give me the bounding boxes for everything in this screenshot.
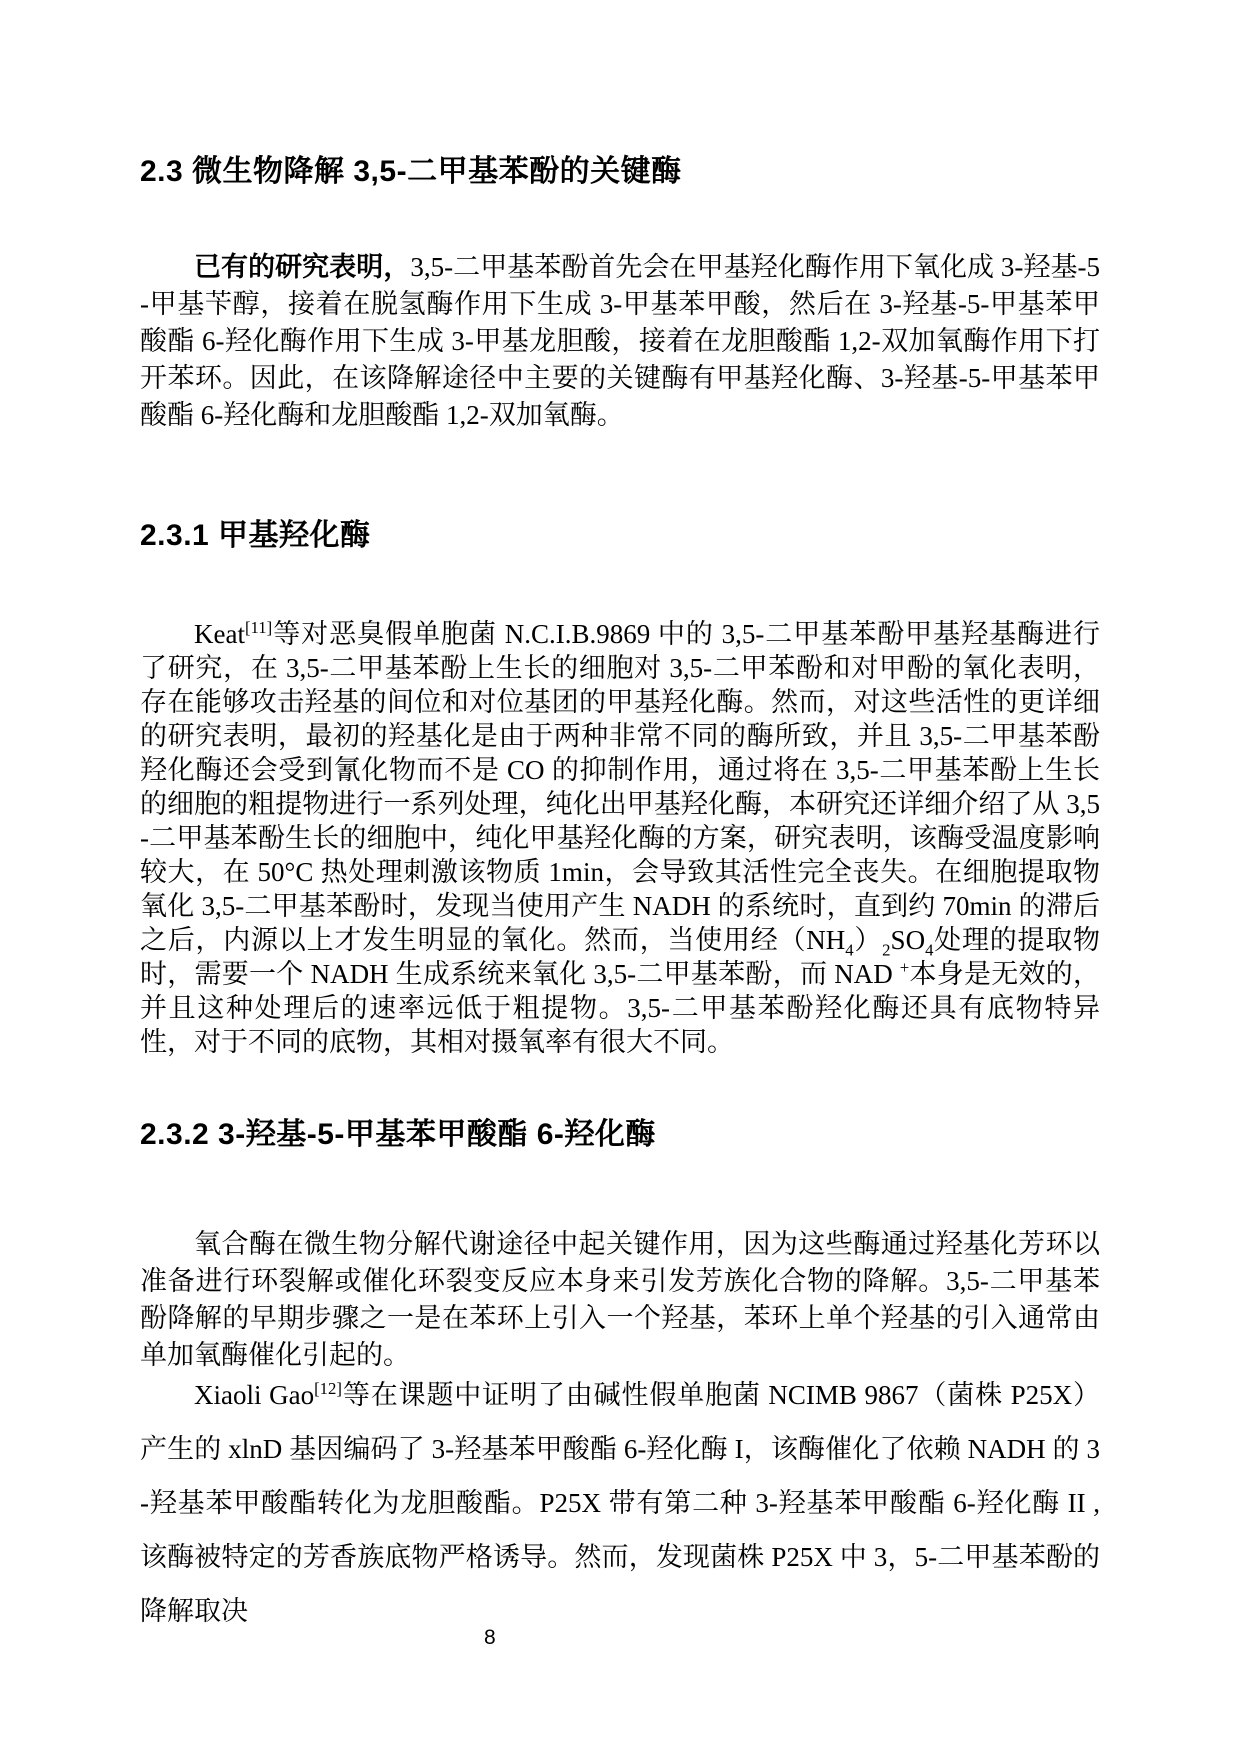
section-heading-2-3: 2.3 微生物降解 3,5-二甲基苯酚的关键酶 (140, 155, 682, 188)
text-run: SO (890, 925, 926, 955)
reference-superscript: [12] (314, 1379, 342, 1398)
section-heading-2-3-2: 2.3.2 3-羟基-5-甲基苯甲酸酯 6-羟化酶 (140, 1118, 656, 1151)
paragraph-xiaoli-gao (140, 1368, 1100, 1638)
text-run: 等在课题中证明了由碱性假单胞菌 NCIMB 9867（菌株 P25X）产生的 xlnD 基因编码了 3-羟基苯甲酸酯 6-羟化酶 I，该酶催化了依赖 NADH 的 3-羟基苯甲酸酯转化为龙胆酸酯。P25X 带有第二种 3-羟基苯甲酸酯 6-羟化酶 II , 该酶被特定的芳香族底物严格诱导。然而，发现菌株 P25X 中 3，5-二甲基苯酚的降解取决 (140, 1380, 1100, 1626)
page-number: 8 (484, 1626, 496, 1649)
text-run: 本身是无效的，并且这种处理后的速率远低于粗提物。3,5-二甲基苯酚羟化酶还具有底物特异性，对于不同的底物，其相对摄氧率有很大不同。 (140, 959, 1101, 1057)
section-heading-2-3-1: 2.3.1 甲基羟化酶 (140, 519, 371, 552)
superscript: + (899, 958, 910, 977)
reference-superscript: [11] (244, 618, 273, 637)
text-run: 等对恶臭假单胞菌 N.C.I.B.9869 中的 3,5-二甲基苯酚甲基羟基酶进行了研究，在 3,5-二甲基苯酚上生长的细胞对 3,5-二甲苯酚和对甲酚的氧化表明，存在能够攻击羟基的间位和对位基团的甲基羟化酶。然而，对这些活性的更详细的研究表明，最初的羟基化是由于两种非常不同的酶所致，并且 3,5-二甲基苯酚羟化酶还会受到氰化物而不是 CO 的抑制作用，通过将在 3,5-二甲基苯酚上生长的细胞的粗提物进行一系列处理，纯化出甲基羟化酶，本研究还详细介绍了从 3,5-二甲基苯酚生长的细胞中，纯化甲基羟化酶的方案，研究表明，该酶受温度影响较大，在 50°C 热处理刺激该物质 1min，会导致其活性完全丧失。在细胞提取物氧化 3,5-二甲基苯酚时，发现当使用产生 NADH 的系统时，直到约 70min 的滞后之后，内源以上才发生明显的氧化。然而，当使用经（NH (140, 619, 1100, 955)
text-run: 3,5-二甲基苯酚首先会在甲基羟化酶作用下氧化成 3-羟基-5-甲基苄醇，接着在脱氢酶作用下生成 3-甲基苯甲酸，然后在 3-羟基-5-甲基苯甲酸酯 6-羟化酶作用下生成 3-甲基龙胆酸，接着在龙胆酸酯 1,2-双加氧酶作用下打开苯环。因此，在该降解途径中主要的关键酶有甲基羟化酶、3-羟基-5-甲基苯甲酸酯 6-羟化酶和龙胆酸酯 1,2-双加氧酶。 (140, 252, 1100, 430)
subscript: 4 (925, 940, 934, 960)
subscript: 2 (882, 940, 891, 960)
paragraph-methyl-hydroxylase (140, 617, 1100, 1059)
text-run: ） (853, 925, 883, 955)
text-run: Keat (194, 619, 245, 649)
paragraph-overview (140, 249, 1100, 434)
paragraph-oxygenase (140, 1226, 1100, 1374)
text-run: 处理的提取物时，需要一个 NADH 生成系统来氧化 3,5-二甲基苯酚，而 NAD (140, 925, 1101, 989)
bold-text-run: 已有的研究表明， (194, 252, 411, 282)
text-run: Xiaoli Gao (194, 1380, 315, 1410)
subscript: 4 (845, 940, 854, 960)
text-run: 氧合酶在微生物分解代谢途径中起关键作用，因为这些酶通过羟基化芳环以准备进行环裂解或催化环裂变反应本身来引发芳族化合物的降解。3,5-二甲基苯酚降解的早期步骤之一是在苯环上引入一个羟基，苯环上单个羟基的引入通常由单加氧酶催化引起的。 (140, 1229, 1100, 1370)
